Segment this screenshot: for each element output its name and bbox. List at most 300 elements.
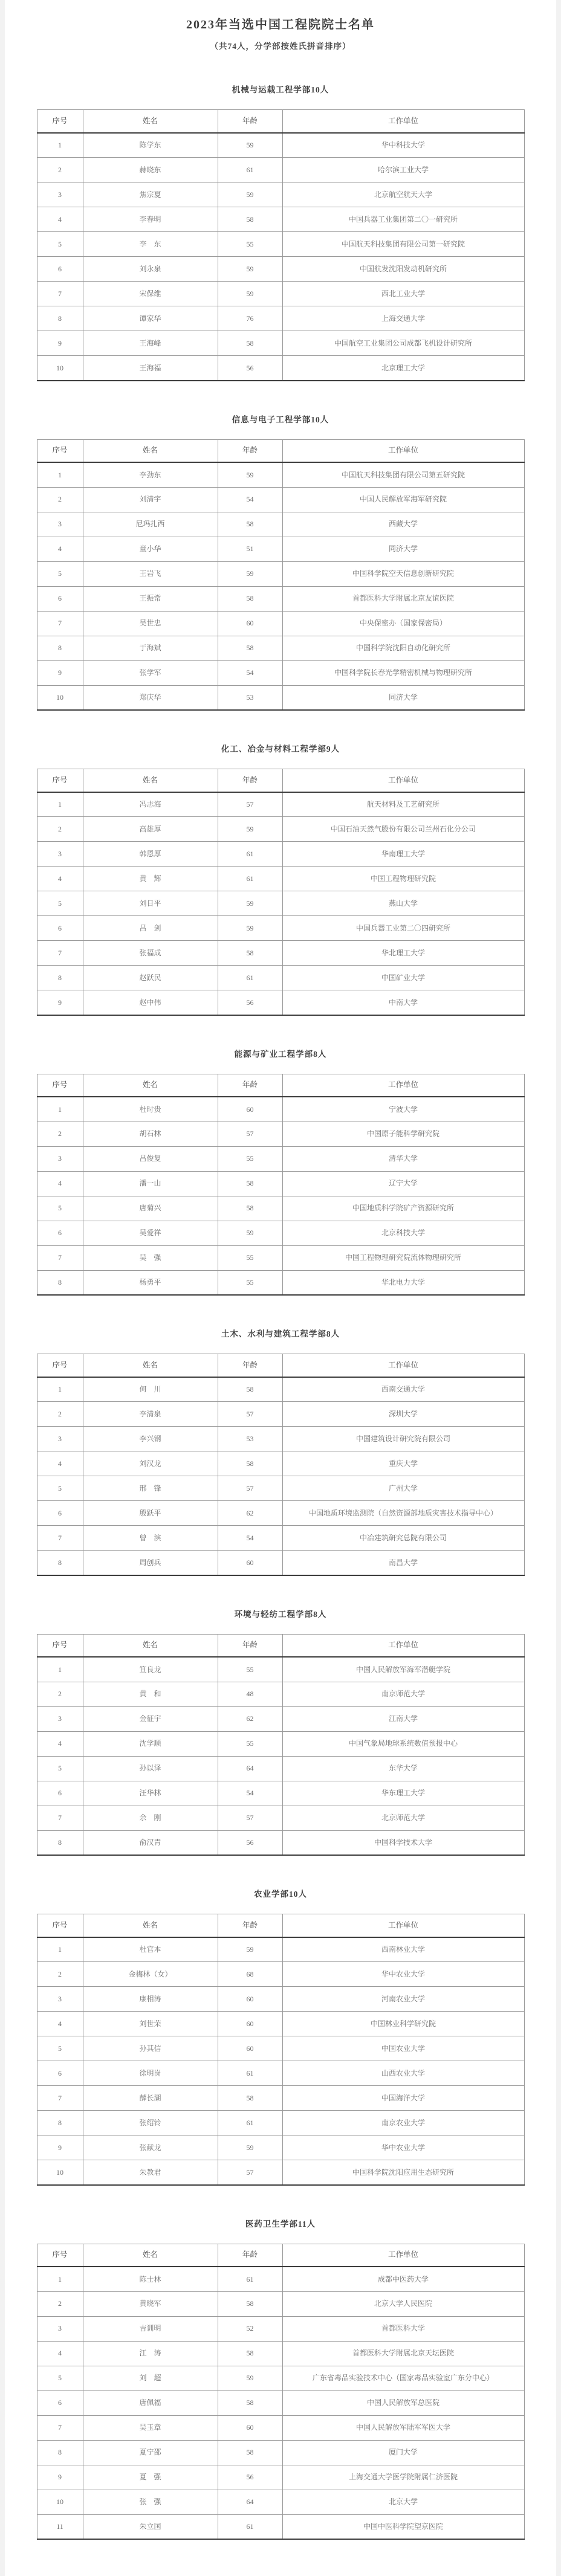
table-row <box>37 462 524 487</box>
table-row <box>37 2267 524 2291</box>
age-cell: 59 <box>218 817 282 842</box>
serial-cell: 3 <box>37 2316 83 2341</box>
table-row <box>37 1245 524 1270</box>
age-cell: 59 <box>218 182 282 207</box>
unit-cell: 中国中医科学院望京医院 <box>282 2514 524 2539</box>
table-row <box>37 792 524 817</box>
serial-cell: 4 <box>37 2012 83 2036</box>
unit-cell: 华北理工大学 <box>282 941 524 966</box>
serial-cell: 8 <box>37 636 83 660</box>
column-header: 工作单位 <box>282 1914 524 1937</box>
age-cell: 58 <box>218 512 282 537</box>
name-cell: 张绍铃 <box>83 2111 218 2135</box>
serial-cell: 5 <box>37 2036 83 2061</box>
age-cell: 48 <box>218 1682 282 1706</box>
roster-section <box>5 413 556 711</box>
unit-cell: 中国建筑设计研究院有限公司 <box>282 1427 524 1451</box>
column-header: 序号 <box>37 1074 83 1097</box>
serial-cell: 5 <box>37 1756 83 1781</box>
name-cell: 李春明 <box>83 207 218 232</box>
age-cell: 59 <box>218 133 282 158</box>
section-heading: 土木、水利与建筑工程学部8人 <box>221 1329 340 1338</box>
age-cell: 58 <box>218 636 282 660</box>
name-cell: 邢 锋 <box>83 1476 218 1501</box>
name-cell: 徐明岗 <box>83 2061 218 2086</box>
unit-cell: 南昌大学 <box>282 1551 524 1575</box>
name-cell: 吴世忠 <box>83 611 218 636</box>
serial-cell: 7 <box>37 1806 83 1830</box>
name-cell: 朱教君 <box>83 2160 218 2185</box>
age-cell: 59 <box>218 1937 282 1962</box>
unit-cell: 华东理工大学 <box>282 1781 524 1806</box>
table-row <box>37 1706 524 1731</box>
age-cell: 52 <box>218 2316 282 2341</box>
table-row <box>37 2111 524 2135</box>
table-row <box>37 2366 524 2390</box>
table-row <box>37 1146 524 1171</box>
serial-cell: 9 <box>37 331 83 356</box>
name-cell: 张福成 <box>83 941 218 966</box>
table-row <box>37 1451 524 1476</box>
age-cell: 60 <box>218 2415 282 2440</box>
serial-cell: 3 <box>37 1146 83 1171</box>
unit-cell: 航天材料及工艺研究所 <box>282 792 524 817</box>
name-cell: 曾 滨 <box>83 1526 218 1551</box>
table-row <box>37 282 524 306</box>
serial-cell: 4 <box>37 1731 83 1756</box>
serial-cell: 3 <box>37 1987 83 2012</box>
column-header: 工作单位 <box>282 2244 524 2267</box>
age-cell: 58 <box>218 1377 282 1402</box>
age-cell: 59 <box>218 257 282 282</box>
name-cell: 吕俊复 <box>83 1146 218 1171</box>
unit-cell: 北京理工大学 <box>282 356 524 381</box>
name-cell: 尼玛扎西 <box>83 512 218 537</box>
column-header: 姓名 <box>83 2244 218 2267</box>
unit-cell: 中国科学院空天信息创新研究院 <box>282 561 524 586</box>
table-row <box>37 133 524 158</box>
serial-cell: 5 <box>37 2366 83 2390</box>
column-header: 年龄 <box>218 439 282 462</box>
name-cell: 李 东 <box>83 232 218 257</box>
serial-cell: 6 <box>37 2061 83 2086</box>
table-row <box>37 941 524 966</box>
roster-section <box>5 83 556 381</box>
table-row <box>37 2440 524 2465</box>
unit-cell: 河南农业大学 <box>282 1987 524 2012</box>
name-cell: 孙以泽 <box>83 1756 218 1781</box>
age-cell: 55 <box>218 232 282 257</box>
table-row <box>37 2316 524 2341</box>
serial-cell: 8 <box>37 1830 83 1855</box>
name-cell: 张学军 <box>83 660 218 685</box>
serial-cell: 7 <box>37 282 83 306</box>
table-row <box>37 537 524 561</box>
column-header: 序号 <box>37 769 83 792</box>
unit-cell: 上海交通大学 <box>282 306 524 331</box>
roster-table <box>37 1634 525 1856</box>
serial-cell: 3 <box>37 842 83 867</box>
serial-cell: 6 <box>37 257 83 282</box>
table-row <box>37 1731 524 1756</box>
column-header: 工作单位 <box>282 1074 524 1097</box>
age-cell: 61 <box>218 158 282 182</box>
age-cell: 68 <box>218 1962 282 1987</box>
unit-cell: 中国地质环境监测院（自然资源部地质灾害技术指导中心） <box>282 1501 524 1526</box>
unit-cell: 深圳大学 <box>282 1402 524 1427</box>
name-cell: 夏宁邵 <box>83 2440 218 2465</box>
header-row <box>37 1074 524 1097</box>
roster-table <box>37 439 525 711</box>
table-row <box>37 660 524 685</box>
age-cell: 58 <box>218 2440 282 2465</box>
age-cell: 55 <box>218 1731 282 1756</box>
table-row <box>37 1402 524 1427</box>
table-row <box>37 842 524 867</box>
age-cell: 61 <box>218 2111 282 2135</box>
serial-cell: 8 <box>37 306 83 331</box>
table-row <box>37 2086 524 2111</box>
roster-section <box>5 1047 556 1296</box>
name-cell: 郑庆华 <box>83 685 218 710</box>
name-cell: 金征宇 <box>83 1706 218 1731</box>
name-cell: 黄 辉 <box>83 867 218 891</box>
age-cell: 64 <box>218 1756 282 1781</box>
unit-cell: 中南大学 <box>282 990 524 1015</box>
column-header: 序号 <box>37 1354 83 1377</box>
unit-cell: 中国工程物理研究院 <box>282 867 524 891</box>
serial-cell: 2 <box>37 158 83 182</box>
serial-cell: 1 <box>37 1937 83 1962</box>
table-row <box>37 1097 524 1122</box>
age-cell: 58 <box>218 1451 282 1476</box>
table-row <box>37 586 524 611</box>
unit-cell: 中国科学院沈阳自动化研究所 <box>282 636 524 660</box>
table-row <box>37 512 524 537</box>
name-cell: 吕 剑 <box>83 916 218 941</box>
table-row <box>37 2135 524 2160</box>
name-cell: 赵中伟 <box>83 990 218 1015</box>
age-cell: 61 <box>218 2267 282 2291</box>
serial-cell: 7 <box>37 2086 83 2111</box>
unit-cell: 东华大学 <box>282 1756 524 1781</box>
section-heading: 信息与电子工程学部10人 <box>232 415 329 424</box>
table-row <box>37 611 524 636</box>
serial-cell: 4 <box>37 1171 83 1196</box>
age-cell: 58 <box>218 2291 282 2316</box>
section-heading: 机械与运载工程学部10人 <box>232 85 329 94</box>
table-row <box>37 867 524 891</box>
table-row <box>37 1806 524 1830</box>
name-cell: 王海峰 <box>83 331 218 356</box>
name-cell: 唐佩福 <box>83 2390 218 2415</box>
name-cell: 赫晓东 <box>83 158 218 182</box>
age-cell: 56 <box>218 1830 282 1855</box>
age-cell: 55 <box>218 1146 282 1171</box>
serial-cell: 8 <box>37 1551 83 1575</box>
age-cell: 58 <box>218 2390 282 2415</box>
age-cell: 60 <box>218 2036 282 2061</box>
roster-section <box>5 742 556 1016</box>
name-cell: 余 刚 <box>83 1806 218 1830</box>
table-row <box>37 257 524 282</box>
document-subtitle: （共74人，分学部按姓氏拼音排序） <box>210 42 351 51</box>
name-cell: 汪华林 <box>83 1781 218 1806</box>
name-cell: 王振常 <box>83 586 218 611</box>
unit-cell: 清华大学 <box>282 1146 524 1171</box>
roster-table <box>37 2244 525 2540</box>
name-cell: 焦宗夏 <box>83 182 218 207</box>
table-row <box>37 2490 524 2514</box>
unit-cell: 中国科学院长春光学精密机械与物理研究所 <box>282 660 524 685</box>
header-row <box>37 1354 524 1377</box>
serial-cell: 1 <box>37 2267 83 2291</box>
table-row <box>37 2465 524 2490</box>
unit-cell: 中国原子能科学研究院 <box>282 1122 524 1146</box>
name-cell: 沈学顺 <box>83 1731 218 1756</box>
serial-cell: 7 <box>37 2415 83 2440</box>
age-cell: 59 <box>218 462 282 487</box>
age-cell: 61 <box>218 842 282 867</box>
table-row <box>37 1781 524 1806</box>
age-cell: 54 <box>218 1781 282 1806</box>
table-row <box>37 1377 524 1402</box>
roster-table <box>37 1914 525 2186</box>
table-row <box>37 306 524 331</box>
table-row <box>37 1657 524 1682</box>
unit-cell: 江南大学 <box>282 1706 524 1731</box>
name-cell: 李清泉 <box>83 1402 218 1427</box>
unit-cell: 华南理工大学 <box>282 842 524 867</box>
table-row <box>37 2160 524 2185</box>
roster-section <box>5 1607 556 1856</box>
name-cell: 杜时贵 <box>83 1097 218 1122</box>
name-cell: 殷跃平 <box>83 1501 218 1526</box>
serial-cell: 6 <box>37 916 83 941</box>
header-row <box>37 110 524 133</box>
serial-cell: 2 <box>37 487 83 512</box>
unit-cell: 中国科学技术大学 <box>282 1830 524 1855</box>
name-cell: 王海福 <box>83 356 218 381</box>
document-title: 2023年当选中国工程院院士名单 <box>186 18 375 31</box>
name-cell: 赵跃民 <box>83 966 218 990</box>
age-cell: 58 <box>218 2341 282 2366</box>
unit-cell: 首都医科大学 <box>282 2316 524 2341</box>
name-cell: 李劲东 <box>83 462 218 487</box>
unit-cell: 中国科学院沈阳应用生态研究所 <box>282 2160 524 2185</box>
column-header: 姓名 <box>83 769 218 792</box>
name-cell: 宋保维 <box>83 282 218 306</box>
serial-cell: 4 <box>37 537 83 561</box>
age-cell: 61 <box>218 867 282 891</box>
age-cell: 61 <box>218 2061 282 2086</box>
serial-cell: 8 <box>37 2111 83 2135</box>
name-cell: 朱立国 <box>83 2514 218 2539</box>
serial-cell: 6 <box>37 2390 83 2415</box>
section-heading: 农业学部10人 <box>254 1890 307 1899</box>
unit-cell: 华中农业大学 <box>282 2135 524 2160</box>
serial-cell: 10 <box>37 2490 83 2514</box>
column-header: 年龄 <box>218 2244 282 2267</box>
serial-cell: 1 <box>37 792 83 817</box>
name-cell: 俞汉青 <box>83 1830 218 1855</box>
serial-cell: 4 <box>37 1451 83 1476</box>
unit-cell: 首都医科大学附属北京天坛医院 <box>282 2341 524 2366</box>
unit-cell: 中国人民解放军总医院 <box>282 2390 524 2415</box>
unit-cell: 中国气象局地球系统数值预报中心 <box>282 1731 524 1756</box>
table-row <box>37 1526 524 1551</box>
table-row <box>37 207 524 232</box>
age-cell: 60 <box>218 1097 282 1122</box>
table-row <box>37 636 524 660</box>
name-cell: 刘清宇 <box>83 487 218 512</box>
table-row <box>37 2514 524 2539</box>
age-cell: 57 <box>218 792 282 817</box>
roster-table <box>37 1354 525 1576</box>
serial-cell: 6 <box>37 586 83 611</box>
name-cell: 潘一山 <box>83 1171 218 1196</box>
column-header: 年龄 <box>218 1354 282 1377</box>
serial-cell: 2 <box>37 1402 83 1427</box>
section-heading: 医药卫生学部11人 <box>245 2219 316 2229</box>
serial-cell: 7 <box>37 611 83 636</box>
age-cell: 55 <box>218 1270 282 1295</box>
table-row <box>37 1830 524 1855</box>
age-cell: 58 <box>218 331 282 356</box>
age-cell: 58 <box>218 586 282 611</box>
serial-cell: 10 <box>37 2160 83 2185</box>
serial-cell: 5 <box>37 1196 83 1221</box>
column-header: 年龄 <box>218 110 282 133</box>
age-cell: 62 <box>218 1501 282 1526</box>
name-cell: 冯志海 <box>83 792 218 817</box>
table-row <box>37 1682 524 1706</box>
table-row <box>37 1962 524 1987</box>
age-cell: 59 <box>218 561 282 586</box>
table-row <box>37 356 524 381</box>
serial-cell: 4 <box>37 2341 83 2366</box>
name-cell: 高雄厚 <box>83 817 218 842</box>
roster-table <box>37 769 525 1016</box>
unit-cell: 华中科技大学 <box>282 133 524 158</box>
roster-table <box>37 109 525 381</box>
serial-cell: 7 <box>37 1526 83 1551</box>
unit-cell: 中国农业大学 <box>282 2036 524 2061</box>
name-cell: 吉训明 <box>83 2316 218 2341</box>
unit-cell: 中国航天科技集团有限公司第五研究院 <box>282 462 524 487</box>
unit-cell: 南京农业大学 <box>282 2111 524 2135</box>
unit-cell: 中国地质科学院矿产资源研究所 <box>282 1196 524 1221</box>
name-cell: 康相涛 <box>83 1987 218 2012</box>
column-header: 姓名 <box>83 1914 218 1937</box>
unit-cell: 中国人民解放军海军潜艇学院 <box>282 1657 524 1682</box>
age-cell: 56 <box>218 356 282 381</box>
name-cell: 唐菊兴 <box>83 1196 218 1221</box>
serial-cell: 6 <box>37 1501 83 1526</box>
serial-cell: 2 <box>37 1962 83 1987</box>
table-row <box>37 2390 524 2415</box>
unit-cell: 首都医科大学附属北京友谊医院 <box>282 586 524 611</box>
column-header: 序号 <box>37 2244 83 2267</box>
name-cell: 江 涛 <box>83 2341 218 2366</box>
column-header: 工作单位 <box>282 439 524 462</box>
unit-cell: 广州大学 <box>282 1476 524 1501</box>
age-cell: 54 <box>218 660 282 685</box>
unit-cell: 北京科技大学 <box>282 1221 524 1245</box>
column-header: 工作单位 <box>282 110 524 133</box>
name-cell: 刘日平 <box>83 891 218 916</box>
column-header: 姓名 <box>83 439 218 462</box>
age-cell: 55 <box>218 1245 282 1270</box>
serial-cell: 5 <box>37 1476 83 1501</box>
unit-cell: 西南交通大学 <box>282 1377 524 1402</box>
age-cell: 58 <box>218 2086 282 2111</box>
age-cell: 60 <box>218 1987 282 2012</box>
name-cell: 笪良龙 <box>83 1657 218 1682</box>
column-header: 序号 <box>37 1914 83 1937</box>
unit-cell: 中国海洋大学 <box>282 2086 524 2111</box>
unit-cell: 华中农业大学 <box>282 1962 524 1987</box>
name-cell: 王岩飞 <box>83 561 218 586</box>
header-row <box>37 1634 524 1657</box>
header-row <box>37 769 524 792</box>
unit-cell: 中国兵器工业集团第二〇一研究所 <box>282 207 524 232</box>
name-cell: 何 川 <box>83 1377 218 1402</box>
serial-cell: 3 <box>37 1706 83 1731</box>
section-heading: 能源与矿业工程学部8人 <box>234 1049 327 1059</box>
name-cell: 黄晓军 <box>83 2291 218 2316</box>
serial-cell: 3 <box>37 1427 83 1451</box>
serial-cell: 9 <box>37 2465 83 2490</box>
name-cell: 陈学东 <box>83 133 218 158</box>
serial-cell: 10 <box>37 685 83 710</box>
unit-cell: 上海交通大学医学院附属仁济医院 <box>282 2465 524 2490</box>
unit-cell: 哈尔滨工业大学 <box>282 158 524 182</box>
table-row <box>37 2341 524 2366</box>
column-header: 序号 <box>37 110 83 133</box>
serial-cell: 1 <box>37 1657 83 1682</box>
table-row <box>37 916 524 941</box>
serial-cell: 2 <box>37 817 83 842</box>
table-row <box>37 1221 524 1245</box>
unit-cell: 华北电力大学 <box>282 1270 524 1295</box>
age-cell: 58 <box>218 941 282 966</box>
unit-cell: 中冶建筑研究总院有限公司 <box>282 1526 524 1551</box>
serial-cell: 4 <box>37 867 83 891</box>
serial-cell: 1 <box>37 1097 83 1122</box>
unit-cell: 中国工程物理研究院流体物理研究所 <box>282 1245 524 1270</box>
serial-cell: 1 <box>37 1377 83 1402</box>
unit-cell: 北京大学人民医院 <box>282 2291 524 2316</box>
column-header: 姓名 <box>83 1634 218 1657</box>
serial-cell: 5 <box>37 561 83 586</box>
age-cell: 59 <box>218 916 282 941</box>
name-cell: 杨勇平 <box>83 1270 218 1295</box>
column-header: 年龄 <box>218 769 282 792</box>
unit-cell: 同济大学 <box>282 685 524 710</box>
name-cell: 陈士林 <box>83 2267 218 2291</box>
table-row <box>37 990 524 1015</box>
serial-cell: 2 <box>37 2291 83 2316</box>
table-row <box>37 1270 524 1295</box>
table-row <box>37 1937 524 1962</box>
header-row <box>37 439 524 462</box>
unit-cell: 西北工业大学 <box>282 282 524 306</box>
serial-cell: 3 <box>37 512 83 537</box>
serial-cell: 6 <box>37 1221 83 1245</box>
table-row <box>37 2061 524 2086</box>
name-cell: 李兴钢 <box>83 1427 218 1451</box>
